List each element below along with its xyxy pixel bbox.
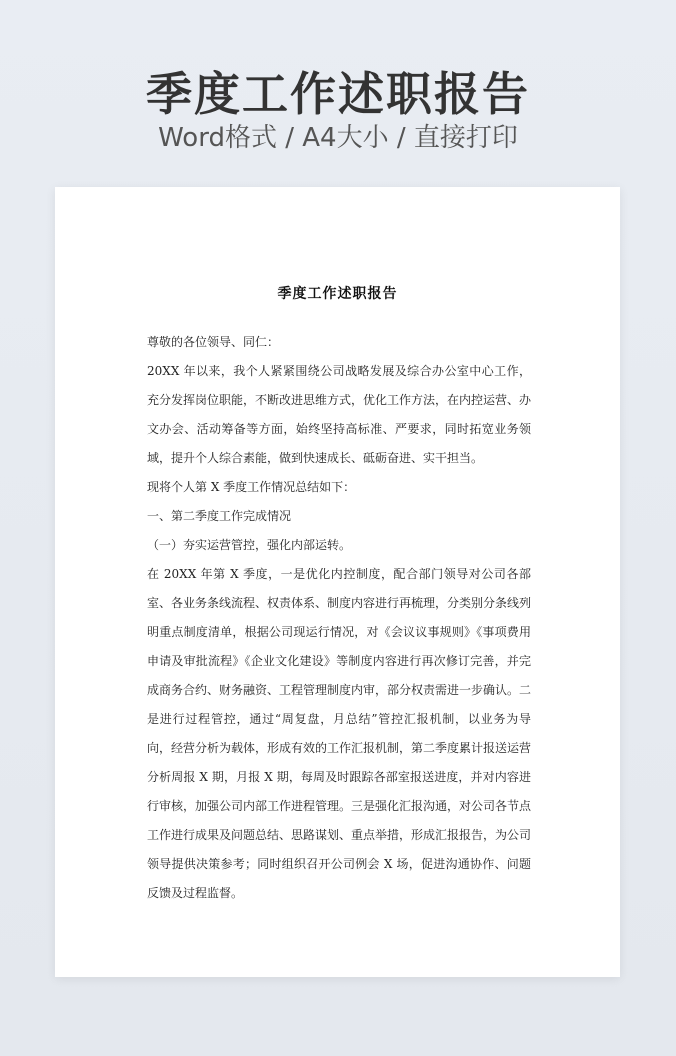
document-title: 季度工作述职报告	[277, 286, 398, 302]
intro-paragraph: 20XX 年以来，我个人紧紧围绕公司战略发展及综合办公室中心工作，充分发挥岗位职能，不断改进思维方式，优化工作方法，在内控运营、办文办会、活动筹备等方面，始终坚持高标准、严要求，同时拓宽业务领域，提升个人综合素能，做到快速成长、砥砺奋进、实干担当。	[147, 364, 532, 465]
page-subtitle: Word格式 / A4大小 / 直接打印	[158, 123, 518, 153]
subsection-paragraph: 在 20XX 年第 X 季度，一是优化内控制度，配合部门领导对公司各部室、各业务条线流程、权责体系、制度内容进行再梳理，分类别分条线列明重点制度清单，根据公司现运行情况，对《会议议事规则》《事项费用申请及审批流程》《企业文化建设》等制度内容进行再次修订完善，并完成商务合约、财务融资、工程管理制度内审，部分权责需进一步确认。二是进行过程管控，通过“周复盘，月总结”管控汇报机制，以业务为导向，经营分析为载体，形成有效的工作汇报机制，第二季度累计报送运营分析周报 X 期，月报 X 期，每周及时跟踪各部室报送进度，并对内容进行审核，加强公司内部工作进程管理。三是强化汇报沟通，对公司各节点工作进行成果及问题总结、思路谋划、重点举措，形成汇报报告，为公司领导提供决策参考；同时组织召开公司例会 X 场，促进沟通协作、问题反馈及过程监督。	[147, 567, 532, 900]
page-title: 季度工作述职报告	[146, 67, 530, 121]
section-heading: 一、第二季度工作完成情况	[147, 509, 292, 523]
summary-lead: 现将个人第 X 季度工作情况总结如下：	[147, 480, 356, 494]
document-body	[147, 328, 531, 908]
salutation: 尊敬的各位领导、同仁：	[147, 335, 280, 349]
subsection-heading: （一）夯实运营管控，强化内部运转。	[147, 538, 352, 552]
document-page	[55, 187, 620, 977]
